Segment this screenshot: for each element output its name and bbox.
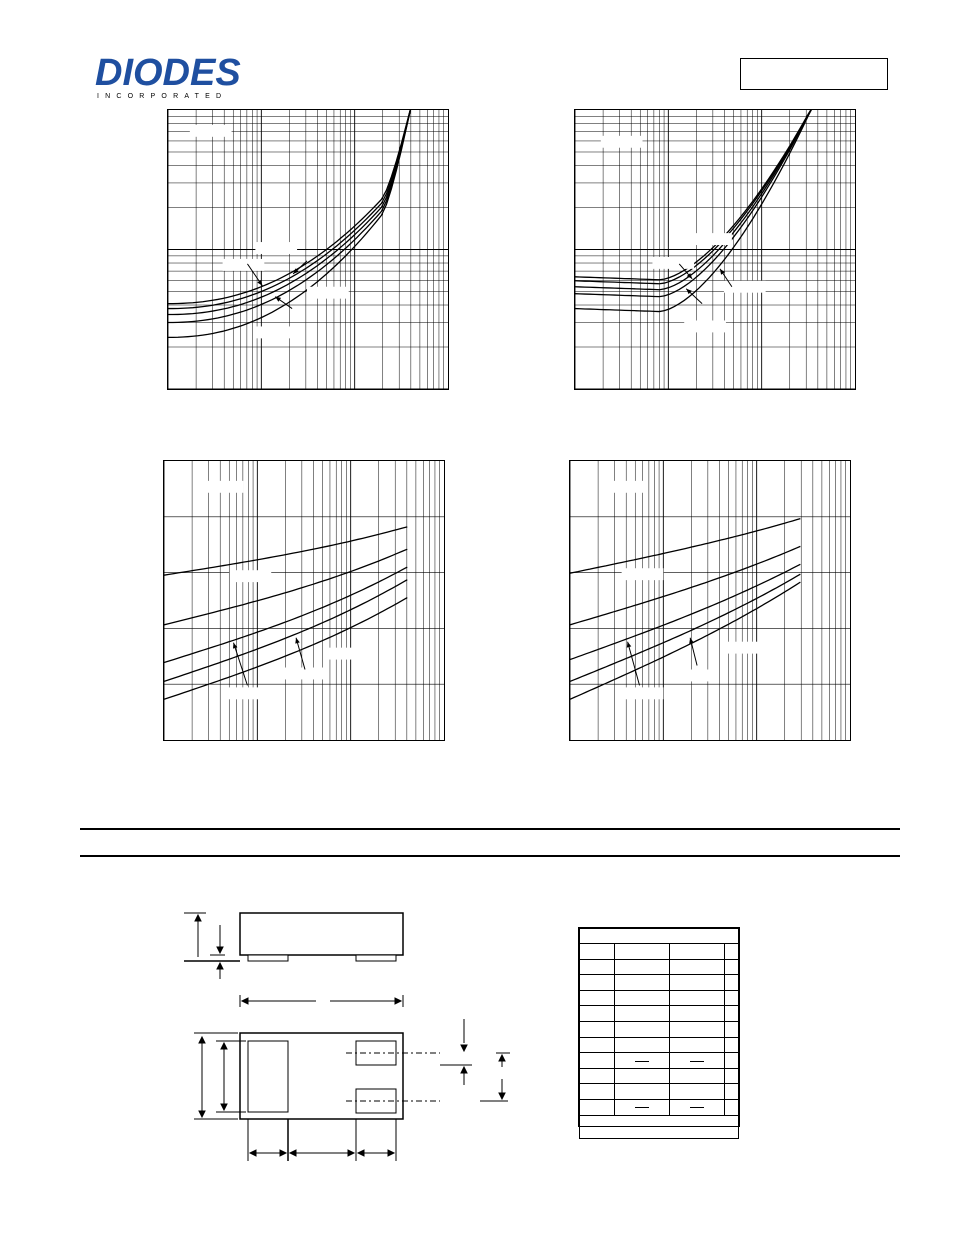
logo-text: DIODES xyxy=(95,52,241,94)
curve-line xyxy=(570,546,800,624)
label-box xyxy=(253,326,295,338)
arrow-head xyxy=(295,638,299,644)
label-box xyxy=(690,233,732,245)
label-box xyxy=(669,670,711,682)
label-box xyxy=(684,320,726,332)
dimension-cell xyxy=(615,959,670,975)
dimension-cell xyxy=(669,990,724,1006)
label-box xyxy=(283,668,325,680)
dimension-cell xyxy=(615,1084,670,1100)
dimension-cell xyxy=(669,1084,724,1100)
dimension-cell xyxy=(724,1099,738,1115)
dimension-cell xyxy=(724,1068,738,1084)
label-box xyxy=(601,136,643,148)
graph-2 xyxy=(574,109,856,390)
dimension-cell xyxy=(724,1037,738,1053)
dimension-cell xyxy=(669,1037,724,1053)
dimension-cell xyxy=(580,1068,615,1084)
label-box xyxy=(223,259,265,271)
label-box xyxy=(255,242,297,254)
label-box xyxy=(224,687,266,699)
dimension-cell xyxy=(615,975,670,991)
pointer-arrow xyxy=(628,642,640,686)
dimension-column-header xyxy=(669,944,724,960)
dimension-cell xyxy=(580,1006,615,1022)
dimension-table-header xyxy=(580,929,739,944)
dimension-cell xyxy=(615,1099,670,1115)
dimension-cell xyxy=(669,1099,724,1115)
dimension-cell xyxy=(724,1053,738,1069)
dimension-cell xyxy=(724,990,738,1006)
table-row xyxy=(580,1068,739,1084)
dimension-cell xyxy=(724,1084,738,1100)
curve-line xyxy=(570,582,800,699)
label-box xyxy=(727,642,769,654)
dimension-cell xyxy=(669,1021,724,1037)
dimension-cell xyxy=(580,1053,615,1069)
curve-line xyxy=(570,574,800,681)
table-row xyxy=(580,1006,739,1022)
arrow-head xyxy=(275,297,281,302)
dimension-table-footer xyxy=(580,1115,739,1138)
label-box xyxy=(307,287,349,299)
logo-subtext: INCORPORATED xyxy=(97,93,228,100)
dimension-column-header xyxy=(724,944,738,960)
table-row xyxy=(580,1037,739,1053)
dimension-table xyxy=(578,927,740,1127)
table-row xyxy=(580,1021,739,1037)
dimension-cell xyxy=(580,1099,615,1115)
dimension-cell xyxy=(724,975,738,991)
table-row xyxy=(580,1053,739,1069)
label-box xyxy=(202,481,244,493)
dimension-cell xyxy=(615,1037,670,1053)
package-outline-svg xyxy=(180,905,520,1170)
section-rule-top xyxy=(80,828,900,830)
dash-mark xyxy=(635,1061,649,1062)
diodes-logo xyxy=(95,52,265,100)
table-row xyxy=(580,1099,739,1115)
dimension-cell xyxy=(580,959,615,975)
dimension-cell xyxy=(724,959,738,975)
label-box xyxy=(325,648,367,660)
label-box xyxy=(622,687,664,699)
table-row xyxy=(580,959,739,975)
dimension-cell xyxy=(724,1021,738,1037)
graph-3 xyxy=(163,460,445,741)
package-outline-drawing xyxy=(180,905,520,1170)
dimension-cell xyxy=(615,1068,670,1084)
label-box xyxy=(652,257,694,269)
dimension-cell xyxy=(580,990,615,1006)
dimension-cell xyxy=(615,990,670,1006)
table-row xyxy=(580,975,739,991)
dimension-cell xyxy=(615,1021,670,1037)
section-rule-bottom xyxy=(80,855,900,857)
label-box xyxy=(602,481,644,493)
label-box xyxy=(622,568,664,580)
pointer-arrow xyxy=(234,643,248,686)
dimension-column-header xyxy=(615,944,670,960)
curve-line xyxy=(575,110,813,280)
dimension-cell xyxy=(669,1053,724,1069)
dash-mark xyxy=(690,1061,704,1062)
dimension-cell xyxy=(580,1021,615,1037)
table-row xyxy=(580,1084,739,1100)
dimension-cell xyxy=(615,1006,670,1022)
dimension-cell xyxy=(615,1053,670,1069)
curve-line xyxy=(570,519,800,574)
dimension-cell xyxy=(669,1068,724,1084)
dimension-column-header xyxy=(580,944,615,960)
graph-4 xyxy=(569,460,851,741)
dimension-cell xyxy=(580,975,615,991)
dimension-cell xyxy=(580,1084,615,1100)
label-box xyxy=(190,125,232,137)
dimension-cell xyxy=(669,975,724,991)
package-section-title xyxy=(80,831,900,853)
table-row xyxy=(580,990,739,1006)
dash-mark xyxy=(635,1107,649,1108)
label-box xyxy=(230,570,272,582)
dimension-cell xyxy=(580,1037,615,1053)
graph-1 xyxy=(167,109,449,390)
dimension-cell xyxy=(724,1006,738,1022)
dimension-cell xyxy=(669,1006,724,1022)
arrow-head xyxy=(720,269,725,275)
dash-mark xyxy=(690,1107,704,1108)
dimension-cell xyxy=(669,959,724,975)
part-number-box xyxy=(740,58,888,90)
label-box xyxy=(724,281,766,293)
